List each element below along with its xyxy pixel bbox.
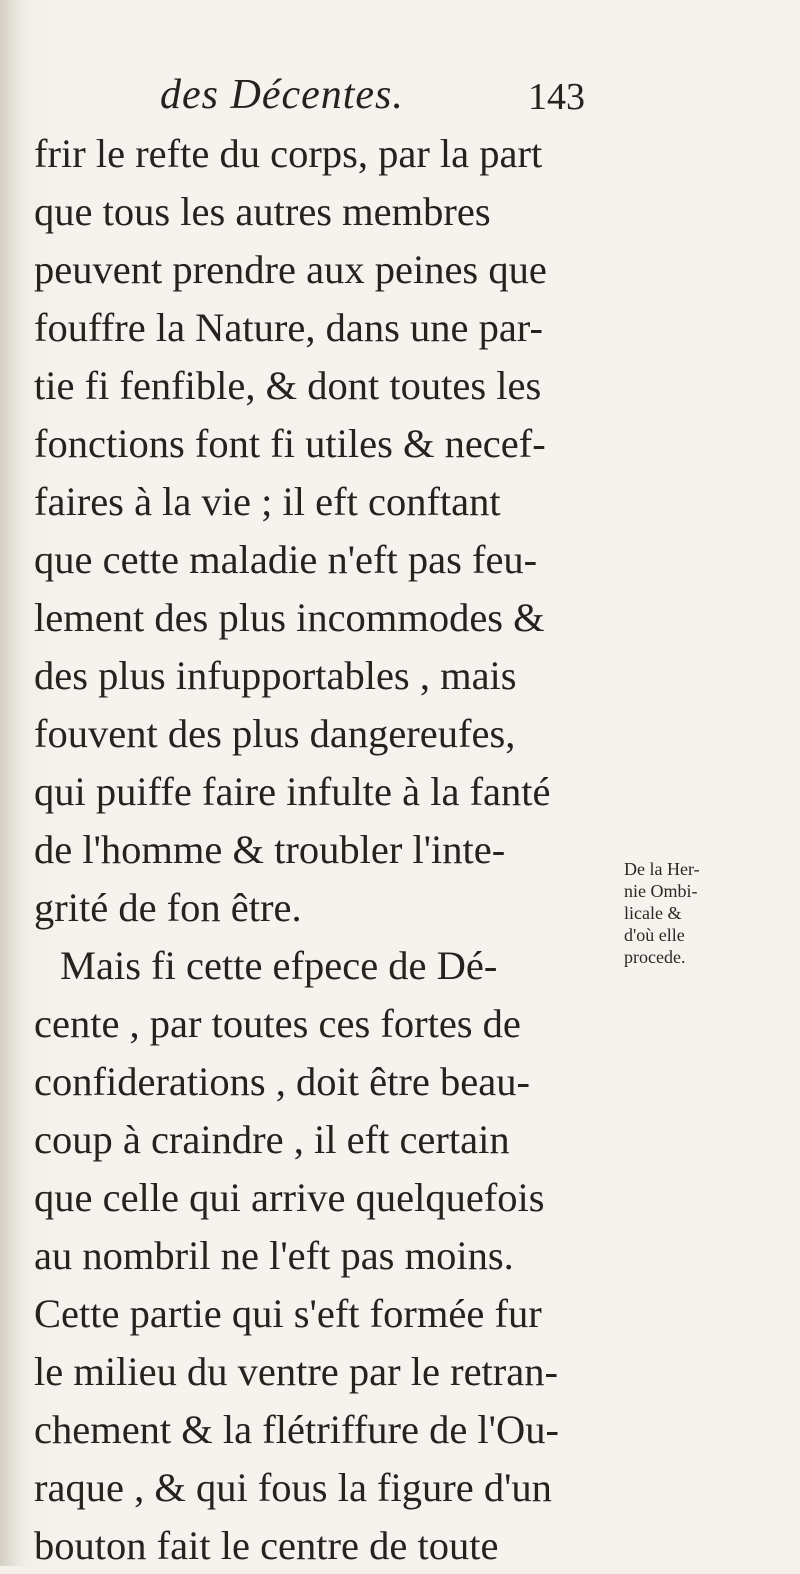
margin-note: [624, 858, 784, 968]
running-head: des Décentes.: [160, 72, 404, 118]
text-line: fonctions font fi utiles & necef-: [34, 421, 546, 466]
text-line: tie fi fenfible, & dont toutes les: [34, 363, 542, 408]
text-line: que celle qui arrive quelquefois: [34, 1175, 545, 1220]
text-line: fouvent des plus dangereufes,: [34, 711, 516, 756]
text-line: des plus infupportables , mais: [34, 653, 517, 698]
text-line: que cette maladie n'eft pas feu-: [34, 537, 538, 582]
text-line: bouton fait le centre de toute: [34, 1523, 499, 1568]
margin-note-line: De la Her-: [624, 859, 700, 879]
text-line: grité de fon être.: [34, 885, 302, 930]
text-line: Cette partie qui s'eft formée fur: [34, 1291, 542, 1336]
text-line: que tous les autres membres: [34, 189, 491, 234]
text-line: lement des plus incommodes &: [34, 595, 545, 640]
text-line: coup à craindre , il eft certain: [34, 1117, 510, 1162]
text-line: cente , par toutes ces fortes de: [34, 1001, 521, 1046]
page-number: 143: [528, 76, 585, 118]
text-line: au nombril ne l'eft pas moins.: [34, 1233, 514, 1278]
text-line: le milieu du ventre par le retran-: [34, 1349, 559, 1394]
margin-note-line: licale &: [624, 903, 682, 923]
margin-note-line: d'où elle: [624, 925, 685, 945]
text-line: Mais fi cette efpece de Dé-: [60, 943, 498, 988]
text-line: confiderations , doit être beau-: [34, 1059, 530, 1104]
margin-note-line: nie Ombi-: [624, 881, 698, 901]
text-line: qui puiffe faire infulte à la fanté: [34, 769, 551, 814]
text-line: frir le refte du corps, par la part: [34, 131, 543, 176]
text-line: de l'homme & troubler l'inte-: [34, 827, 506, 872]
text-line: peuvent prendre aux peines que: [34, 247, 547, 292]
text-line: raque , & qui fous la figure d'un: [34, 1465, 552, 1510]
margin-note-line: procede.: [624, 947, 686, 967]
text-line: fouffre la Nature, dans une par-: [34, 305, 543, 350]
text-line: chement & la flétriffure de l'Ou-: [34, 1407, 559, 1452]
text-line: faires à la vie ; il eft conftant: [34, 479, 501, 524]
